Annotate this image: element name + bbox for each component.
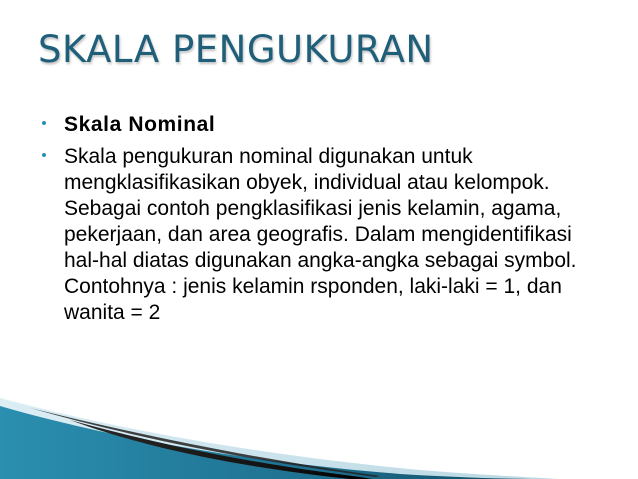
bullet-item-body	[40, 144, 600, 326]
slide-title: SKALA PENGUKURAN	[38, 28, 434, 71]
bullet-list	[40, 112, 600, 326]
bullet-body-text: Skala pengukuran nominal digunakan untuk mengklasifikasikan obyek, individual atau kelompok. Sebagai contoh pengklasifikasi jenis kelamin, agama, pekerjaan, dan area geografis. Dalam mengidentifikasi hal-hal diatas digunakan angka-angka sebagai symbol. Contohnya : jenis kelamin rsponden, laki-laki = 1, dan wanita = 2	[64, 145, 577, 324]
swoosh-decoration	[0, 380, 638, 479]
bullet-dot-icon	[42, 153, 46, 157]
bullet-dot-icon	[42, 121, 46, 125]
bullet-item-heading	[40, 112, 600, 138]
bullet-heading-text: Skala Nominal	[64, 113, 216, 136]
